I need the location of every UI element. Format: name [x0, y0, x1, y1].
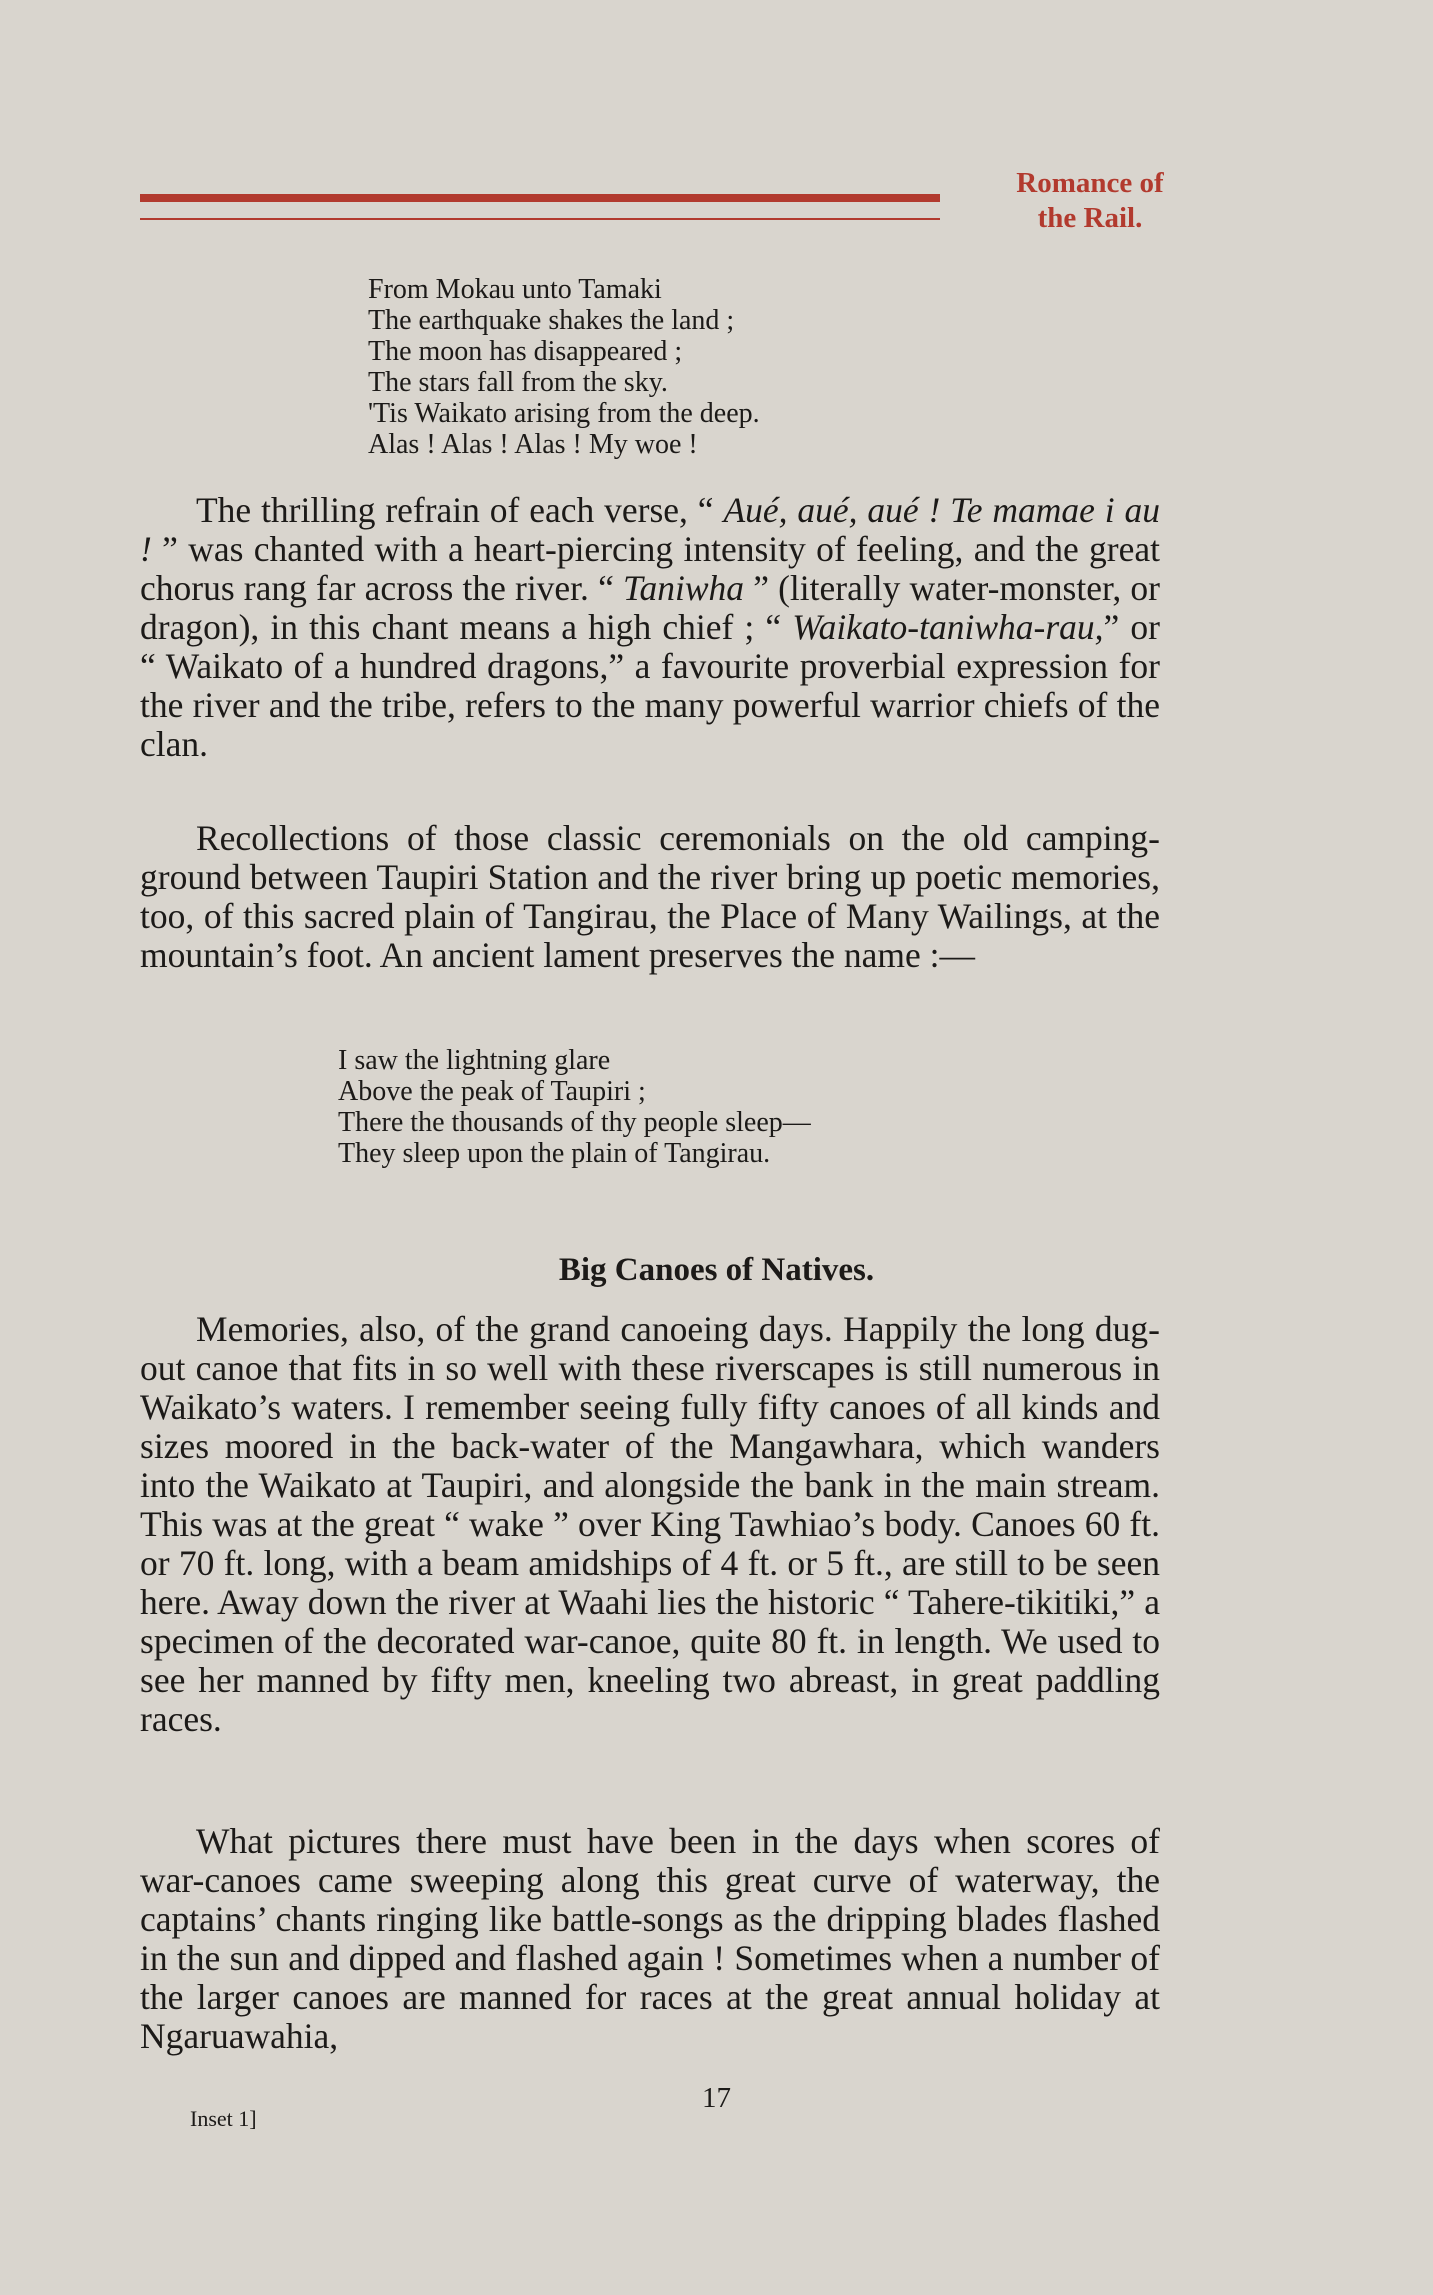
maori-term-taniwha: Taniwha: [623, 568, 745, 608]
verse-line: I saw the lightning glare: [338, 1045, 611, 1076]
section-heading: Big Canoes of Natives.: [558, 1252, 875, 1288]
verse-line: Above the peak of Taupiri ;: [338, 1076, 646, 1107]
verse-line: There the thousands of thy people sleep—: [338, 1107, 811, 1138]
verse-line: The stars fall from the sky.: [368, 367, 668, 398]
verse-line: They sleep upon the plain of Tangirau.: [338, 1138, 771, 1169]
verse-line: The earthquake shakes the land ;: [368, 305, 735, 336]
maori-refrain: Aué, aué, aué ! Te mamae i au !: [140, 490, 1160, 569]
signature-mark: Inset 1]: [190, 2106, 257, 2131]
paragraph-text: ” was chanted with a heart-piercing intensity of feeling, and the great chorus rang far across the river. “: [140, 529, 1160, 608]
verse-line: From Mokau unto Tamaki: [368, 274, 662, 305]
running-head-line-2: the Rail.: [1037, 202, 1143, 234]
verse-line: The moon has disappeared ;: [368, 336, 683, 367]
running-head-line-1: Romance of: [1016, 167, 1164, 199]
paragraph-text: ” or “ Waikato of a hundred dragons,” a favourite proverbial expression for the river and the tribe, refers to the many powerful warrior chiefs of the clan.: [140, 607, 1160, 764]
running-head: [975, 166, 1205, 236]
page-number: 17: [702, 2082, 731, 2114]
ancient-lament-verse: [338, 1045, 811, 1169]
paragraph-canoes: Memories, also, of the grand canoeing days. Happily the long dug-out canoe that fits in so well with these riverscapes is still numerous in Waikato’s waters. I remember seeing fully fifty canoes of all kinds and sizes moored in the back-water of the Mangawhara, which wanders into the Waikato at Taupiri, and alongside the bank in the main stream. This was at the great “ wake ” over King Tawhiao’s body. Canoes 60 ft. or 70 ft. long, with a beam amidships of 4 ft. or 5 ft., are still to be seen here. Away down the river at Waahi lies the historic “ Tahere-tikitiki,” a specimen of the decorated war-canoe, quite 80 ft. in length. We used to see her manned by fifty men, kneeling two abreast, in great paddling races.: [140, 1309, 1160, 1739]
verse-line: 'Tis Waikato arising from the deep.: [368, 398, 760, 429]
paragraph-war-canoes: What pictures there must have been in the days when scores of war-canoes came sweeping along this great curve of waterway, the captains’ chants ringing like battle-songs as the dripping blades flashed in the sun and dipped and flashed again ! Sometimes when a number of the larger canoes are manned for races at the great annual holiday at Ngaruawahia,: [140, 1821, 1160, 2056]
verse-line: Alas ! Alas ! Alas ! My woe !: [368, 429, 698, 460]
paragraph-text: ” (literally water-monster, or dragon), in this chant means a high chief ; “: [140, 568, 1160, 647]
paragraph-refrain: [140, 491, 1160, 764]
paragraph-recollections: Recollections of those classic ceremonials on the old camping-ground between Taupiri Station and the river bring up poetic memories, too, of this sacred plain of Tangirau, the Place of Many Wailings, at the mountain’s foot. An ancient lament preserves the name :—: [140, 818, 1160, 975]
maori-proverb: Waikato-taniwha-rau,: [792, 607, 1104, 647]
header-rule-thick: [140, 194, 940, 202]
opening-chant-verse: [368, 274, 760, 460]
header-rule-thin: [140, 218, 940, 220]
paragraph-text: The thrilling refrain of each verse, “: [196, 490, 724, 530]
